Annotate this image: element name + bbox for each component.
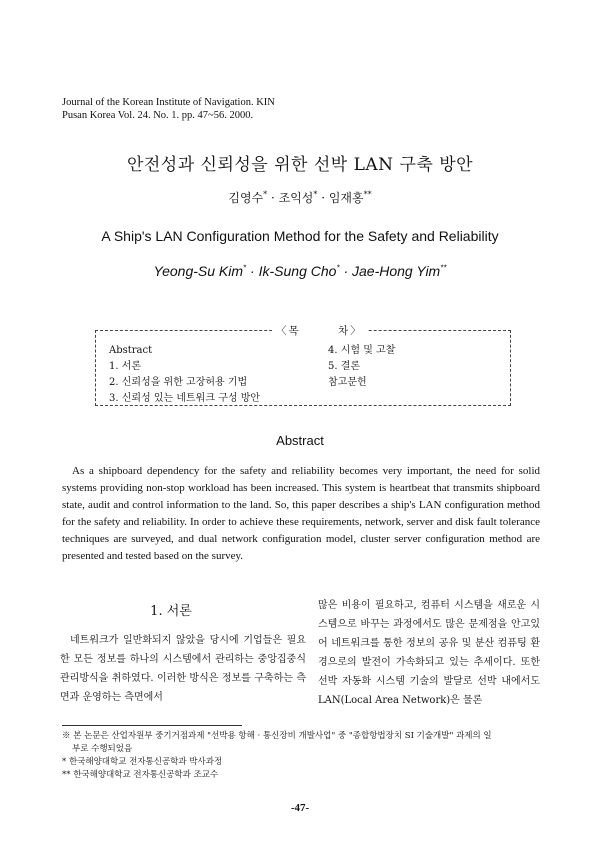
footnote-affiliation-1: * 한국해양대학교 전자통신공학과 박사과정 — [62, 757, 223, 767]
page-number: -47- — [290, 802, 310, 814]
author-3: 임재홍 — [328, 191, 364, 205]
footnote-affiliation-2: ** 한국해양대학교 전자통신공학과 조교수 — [62, 770, 219, 780]
section-1-heading: 1. 서론 — [150, 604, 192, 619]
authors-korean — [0, 189, 600, 206]
author-2-en-mark: * — [336, 263, 340, 273]
author-3-en: Jae-Hong Yim — [352, 263, 441, 279]
body-right-column: 많은 비용이 필요하고, 컴퓨터 시스템을 새로운 시스템으로 바꾸는 과정에서도 많은 문제점을 안고있어 네트워크를 통한 정보의 공유 및 분산 컴퓨팅 환경으로의 발전이 가속화되고 있는 추세이다. 또한 선박 자동화 시스템 기술의 발달로 선박 내에서도 LAN(Local Area Network)은 물론 — [318, 600, 540, 706]
author-2-en: Ik-Sung Cho — [258, 263, 337, 279]
footnotes — [62, 730, 540, 782]
footnote-funding-cont: 부로 수행되었음 — [72, 744, 133, 754]
paper-title-english: A Ship's LAN Configuration Method for the Safety and Reliability — [101, 228, 499, 244]
author-1: 김영수 — [228, 191, 264, 205]
author-separator: · — [339, 263, 353, 279]
toc-left-column — [109, 343, 260, 407]
table-of-contents — [95, 325, 511, 406]
author-1-en: Yeong-Su Kim — [153, 263, 244, 279]
body-left-column: 네트워크가 일반화되지 않았을 당시에 기업들은 필요한 모든 정보를 하나의 시스템에서 관리하는 중앙집중식 관리방식을 취하였다. 이러한 방식은 정보를 구축하는 측면과 운영하는 측면에서 — [60, 635, 306, 703]
author-1-mark: * — [263, 190, 268, 199]
authors-english — [0, 263, 600, 279]
toc-right-column — [328, 343, 395, 391]
journal-line-1: Journal of the Korean Institute of Navigation. KIN — [62, 97, 275, 108]
author-3-mark: ** — [363, 190, 372, 199]
toc-item: Abstract — [109, 345, 153, 356]
abstract-body: As a shipboard dependency for the safety and reliability becomes very important, the need for solid systems providing non-stop workload has been increased. This system is heartbeat that transmits shipboard state, audit and control information to the land. So, this paper describes a ship's LAN configuration method for the safety and reliability. In order to achieve these requirements, network, server and disk fault tolerance techniques are surveyed, and dual network configuration model, cluster server configuration method are presented and tested based on the survey. — [62, 465, 540, 562]
toc-item: 2. 신뢰성을 위한 고장허용 기법 — [109, 377, 248, 388]
author-3-en-mark: ** — [440, 263, 447, 273]
toc-item: 참고문헌 — [328, 377, 367, 388]
journal-info — [62, 96, 362, 122]
author-2: 조익성 — [278, 191, 314, 205]
paper-title-korean: 안전성과 신뢰성을 위한 선박 LAN 구축 방안 — [126, 155, 474, 175]
author-separator: · — [317, 191, 329, 205]
author-separator: · — [267, 191, 279, 205]
footnote-divider — [62, 725, 242, 726]
toc-item: 5. 결론 — [328, 361, 361, 372]
toc-heading: 〈목 차〉 — [272, 323, 367, 338]
author-2-mark: * — [313, 190, 318, 199]
journal-line-2: Pusan Korea Vol. 24. No. 1. pp. 47~56. 2000. — [62, 110, 254, 121]
author-separator: · — [246, 263, 259, 279]
toc-item: 3. 신뢰성 있는 네트워크 구성 방안 — [109, 393, 261, 404]
toc-item: 4. 시험 및 고찰 — [328, 345, 396, 356]
author-1-en-mark: * — [243, 263, 247, 273]
abstract-heading: Abstract — [276, 433, 324, 448]
footnote-funding: ※ 본 논문은 산업자원부 중기거점과제 "선박용 항해 · 통신장비 개발사업" 중 "종합항법장치 SI 기술개발" 과제의 일 — [62, 731, 492, 741]
toc-item: 1. 서론 — [109, 361, 142, 372]
